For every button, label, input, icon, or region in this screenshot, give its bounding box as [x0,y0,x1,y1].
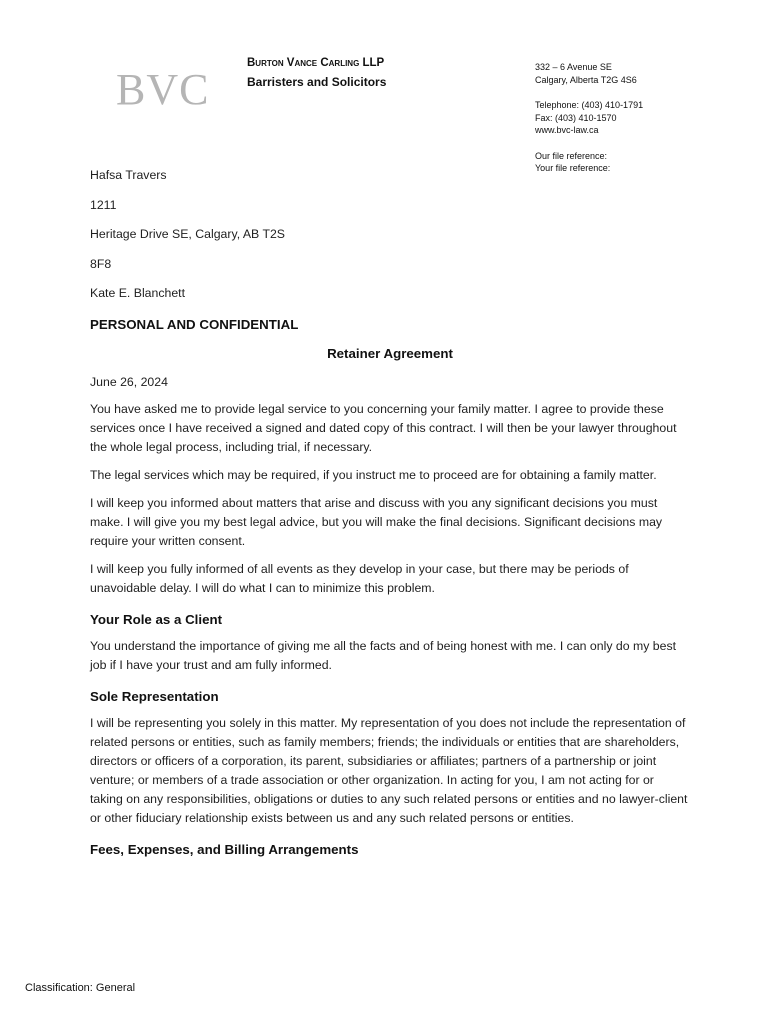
paragraph: I will keep you informed about matters that arise and discuss with you any significant decisions you must make. I will give you my best legal advice, but you will make the final decisions. Significant decisions may require your written consent. [90,496,663,548]
classification-footer: Classification: General [25,982,136,994]
paragraph: I will keep you fully informed of all events as they develop in your case, but there may be periods of unavoidable delay. I will do what I can to minimize this problem. [90,562,629,595]
your-file-reference: Your file reference: [535,163,611,173]
section-heading-fees: Fees, Expenses, and Billing Arrangements [90,842,359,857]
paragraph: I will be representing you solely in this matter. My representation of you does not include the representation of related persons or entities, such as family members; friends; the individuals or entities that are shareholders, directors or officers of a corporation, its parent, subsidiaries or affiliates; partners of a partnership or joint venture; or members of a trade association or other organization. In acting for you, I am not acting for or taking on any responsibilities, obligations or duties to any such related persons or entities and no lawyer-client or other fiduciary relationship exists between us and any such related persons or entities. [90,716,688,825]
firm-subtitle: Barristers and Solicitors [247,75,387,89]
website: www.bvc-law.ca [535,125,599,135]
address-line-2: Calgary, Alberta T2G 4S6 [535,74,637,85]
firm-contact-block [535,61,643,175]
document-title: Retainer Agreement [327,346,453,361]
recipient-attention: Kate E. Blanchett [90,286,186,300]
telephone: Telephone: (403) 410-1791 [535,100,644,110]
firm-logo: BVC [116,65,210,114]
recipient-address-line-3: Heritage Drive SE, Calgary, AB T2S [90,227,286,241]
section-heading-sole-representation: Sole Representation [90,689,219,704]
recipient-address-line-4: 8F8 [90,256,112,271]
fax: Fax: (403) 410-1570 [535,112,617,123]
paragraph: You have asked me to provide legal service to you concerning your family matter. I agree to provide these services once I have received a signed and dated copy of this contract. I will then be your lawyer throughout the whole legal process, including trial, if necessary. [90,402,677,454]
address-line-1: 332 – 6 Avenue SE [535,62,612,72]
letter-date: June 26, 2024 [90,375,168,389]
our-file-reference: Our file reference: [535,150,608,161]
recipient-address-line-2: 1211 [90,197,117,212]
paragraph: You understand the importance of giving me all the facts and of being honest with me. I can only do my best job if I have your trust and am fully informed. [90,639,677,672]
section-heading-role: Your Role as a Client [90,612,223,627]
paragraph: The legal services which may be required, if you instruct me to proceed are for obtaining a family matter. [90,468,657,482]
firm-name: Burton Vance Carling LLP [247,57,385,69]
confidential-label: PERSONAL AND CONFIDENTIAL [90,317,299,332]
recipient-name: Hafsa Travers [90,168,167,182]
letter-body [90,166,690,867]
